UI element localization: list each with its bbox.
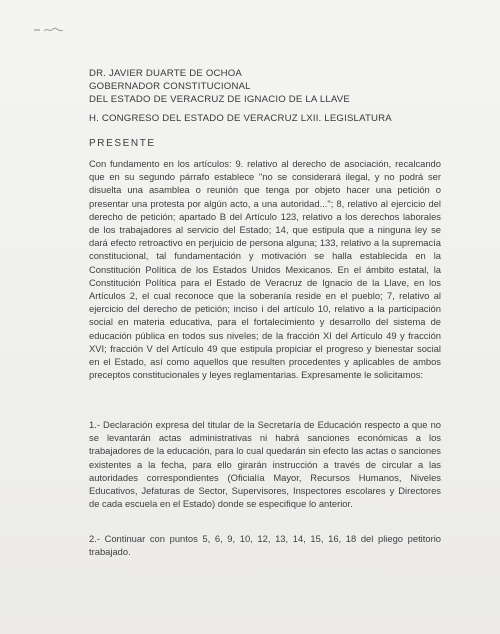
request-point-2: 2.- Continuar con puntos 5, 6, 9, 10, 12, 13, 14, 15, 16, 18 del pliego petitorio trabajado.: [89, 533, 441, 558]
recipient-name: DR. JAVIER DUARTE DE OCHOA: [89, 68, 243, 79]
request-point-1: 1.- Declaración expresa del titular de la Secretaría de Educación respecto a que no se levantarán actas administrativas ni habrá sanciones económicas a los trabajadores de la educación, para lo cual quedarán sin efecto las actas o sanciones existentes a la fecha, para ello girarán instrucción a través de circular a las autoridades correspondientes (Oficialía Mayor, Recursos Humanos, Niveles Educativos, Jefaturas de Sector, Supervisores, Inspectores escolares y Directores de cada escuela en el Estado) donde se especifique lo anterior.: [89, 419, 441, 510]
recipient-block: [89, 67, 350, 106]
body-paragraph: Con fundamento en los artículos: 9. relativo al derecho de asociación, recalcando que en su segundo párrafo establece "no se considerará ilegal, y no podrá ser disuelta una asamblea o reunión que tenga por objeto hacer una petición o presentar una protesta por algún acto, a una autoridad..."; 8, relativo al ejercicio del derecho de petición; apartado B del Artículo 123, relativo a los derechos laborales de los trabajadores al servicio del Estado; 14, que estipula que a ninguna ley se dará efecto retroactivo en perjuicio de persona alguna; 133, relativo a la supremacía constitucional, tal fundamentación y motivación se halla establecida en la Constitución Política de los Estados Unidos Mexicanos. En el ámbito estatal, la Constitución Política para el Estado de Veracruz de Ignacio de la Llave, en los Artículos 2, el cual reconoce que la soberanía reside en el pueblo; 7, relativo al ejercicio del derecho de petición; inciso i del artículo 10, relativo a la participación social en materia educativa, para el fortalecimiento y desarrollo del sistema de educación pública en todos sus niveles; de la fracción XI del Artículo 49 y fracción XVI; fracción V del Artículo 49 que estipula propiciar el progreso y bienestar social en el Estado, así como aquellos que resulten procedentes y aplicables de ambos preceptos constitucionales y leyes reglamentarias. Expresamente le solicitamos:: [89, 158, 441, 381]
salutation: PRESENTE: [89, 138, 156, 149]
recipient-title: GOBERNADOR CONSTITUCIONAL: [89, 81, 251, 92]
congress-line: H. CONGRESO DEL ESTADO DE VERACRUZ LXII. LEGISLATURA: [89, 113, 392, 124]
recipient-state: DEL ESTADO DE VERACRUZ DE IGNACIO DE LA LLAVE: [89, 94, 350, 105]
handwritten-mark: [32, 24, 72, 36]
